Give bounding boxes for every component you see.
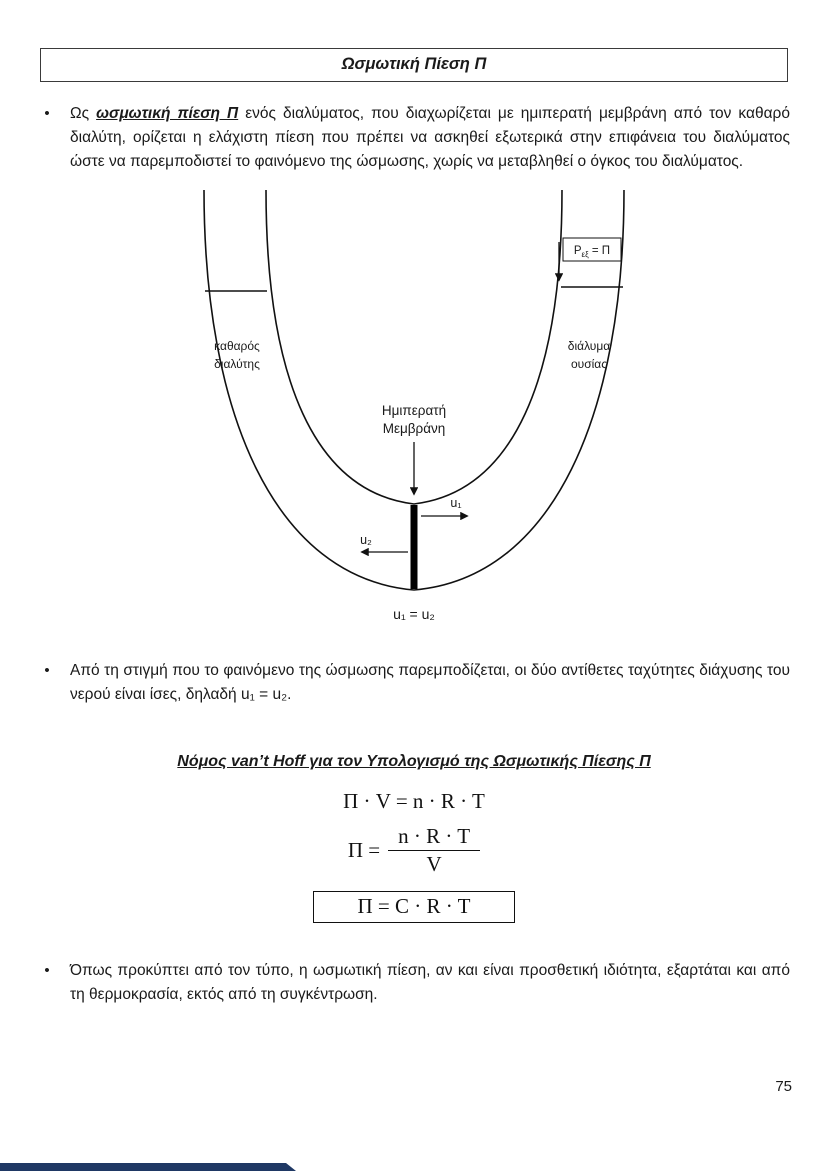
bullet-definition xyxy=(38,102,790,174)
osmosis-diagram xyxy=(0,188,828,633)
page-number: 75 xyxy=(775,1078,792,1095)
membrane-label-line2: Μεμβράνη xyxy=(382,421,446,437)
formula-block xyxy=(0,789,828,923)
formula-pi-fraction xyxy=(0,820,828,877)
formula-pv-nrt: Π · V = n · R · T xyxy=(343,789,485,814)
bullet1-rest: ενός διαλύματος, που διαχωρίζεται με ημιπερατή μεμβράνη από τον καθαρό διαλύτη, ορίζεται η ελάχιστη πίεση που πρέπει να ασκηθεί εξωτερικά στην επιφάνεια του διαλύματος ώστε να παρεμποδιστεί το φαινόμενο της ώσμωσης, χωρίς να μεταβληθεί ο όγκος του διαλύματος. xyxy=(70,105,790,171)
bullet1-lead: Ως xyxy=(70,105,97,122)
u1-label: u₁ xyxy=(450,496,462,511)
pressure-label xyxy=(574,245,610,259)
footer-decoration-bar xyxy=(0,1163,296,1171)
fraction-denominator: V xyxy=(426,852,442,877)
vant-hoff-section xyxy=(0,753,828,923)
u-tube-figure xyxy=(179,188,649,628)
right-tube-label-line1: διάλυμα xyxy=(567,339,611,354)
formula-fraction-lhs: Π = xyxy=(347,838,381,863)
bullet-marker: • xyxy=(44,662,50,680)
pressure-label-eq: = Π xyxy=(588,245,611,258)
pressure-label-base: P xyxy=(573,245,582,258)
bullet-conclusion xyxy=(38,959,790,1007)
bullet-equilibrium-text: Από τη στιγμή που το φαινόμενο της ώσμωσης παρεμποδίζεται, οι δύο αντίθετες ταχύτητες διάχυσης του νερού είναι ίσες, δηλαδή u₁ = u₂. xyxy=(70,662,790,704)
right-tube-label-line2: ουσίας xyxy=(570,357,608,372)
bullet-conclusion-text: Όπως προκύπτει από τον τύπο, η ωσμωτική πίεση, αν και είναι προσθετική ιδιότητα, εξαρτάται και από τη θερμοκρασία, εκτός από τη συγκέντρωση. xyxy=(70,962,790,1004)
velocity-equality-label: u₁ = u₂ xyxy=(393,606,435,623)
left-tube-label-line1: καθαρός xyxy=(214,339,260,354)
vant-hoff-heading: Νόμος van’t Hoff για τον Υπολογισμό της Ωσμωτικής Πίεσης Π xyxy=(177,753,651,771)
bullet-marker: • xyxy=(44,962,50,980)
page-title: Ωσμωτική Πίεση Π xyxy=(341,55,487,73)
pressure-label-sub: εξ xyxy=(581,250,589,260)
fraction xyxy=(388,824,480,877)
membrane-label-line1: Ημιπερατή xyxy=(381,403,447,419)
bullet-marker: • xyxy=(44,105,50,122)
page-title-box xyxy=(40,48,788,82)
u2-label: u₂ xyxy=(360,533,372,548)
bullet1-highlight: ωσμωτική πίεση Π xyxy=(96,105,239,122)
bullet-definition-text xyxy=(70,102,790,174)
bullet-equilibrium xyxy=(38,659,790,707)
left-tube-label-line2: διαλύτης xyxy=(214,357,260,372)
formula-boxed-row xyxy=(0,883,828,923)
fraction-numerator: n · R · T xyxy=(388,824,480,851)
formula-pi-crt-boxed: Π = C · R · T xyxy=(313,891,516,923)
